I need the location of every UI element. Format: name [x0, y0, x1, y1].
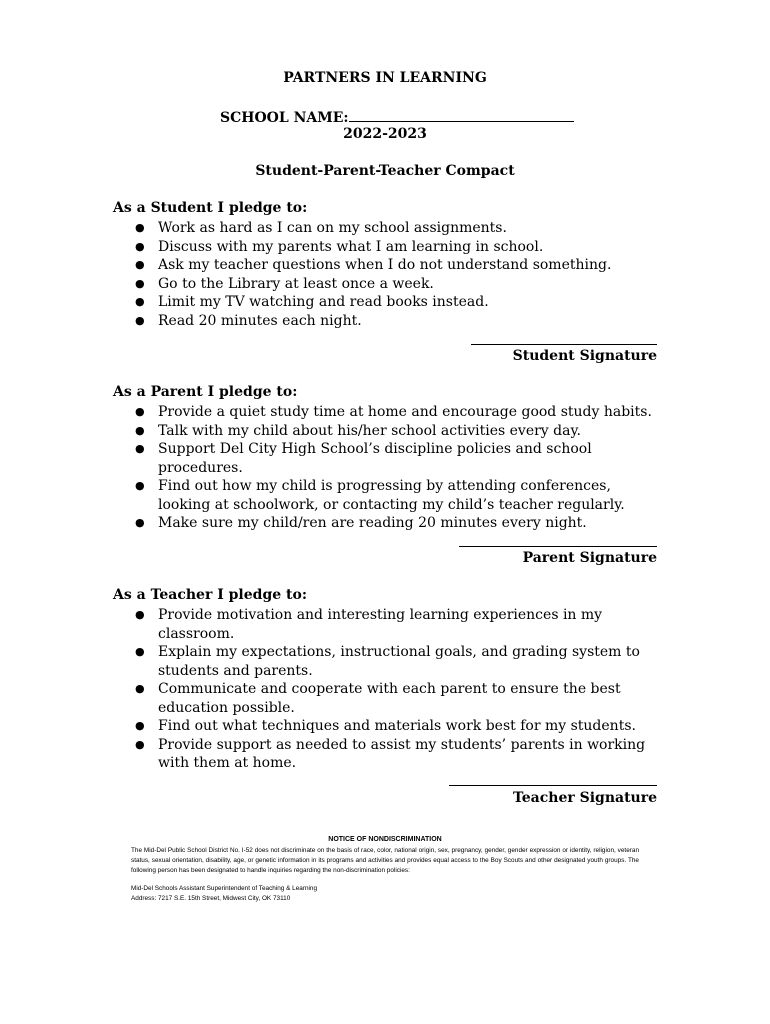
- list-item: ● Work as hard as I can on my school assignments.: [113, 219, 653, 238]
- parent-signature-line: [459, 546, 657, 547]
- list-item: ● Provide a quiet study time at home and encourage good study habits.: [113, 403, 653, 422]
- student-pledge-list: [113, 219, 653, 330]
- list-item: ● Go to the Library at least once a week.: [113, 275, 653, 294]
- document-title: PARTNERS IN LEARNING: [283, 70, 487, 86]
- list-item: ● Explain my expectations, instructional goals, and grading system to students and parents.: [113, 643, 653, 680]
- parent-pledge-list: [113, 403, 653, 533]
- list-item: ● Provide motivation and interesting learning experiences in my classroom.: [113, 606, 653, 643]
- list-item: ● Communicate and cooperate with each parent to ensure the best education possible.: [113, 680, 653, 717]
- parent-heading: As a Parent I pledge to:: [113, 384, 298, 400]
- list-item: ● Make sure my child/ren are reading 20 minutes every night.: [113, 514, 653, 533]
- teacher-signature-line: [449, 785, 657, 786]
- teacher-signature-label: Teacher Signature: [512, 790, 657, 806]
- school-name-label: SCHOOL NAME:: [220, 110, 349, 126]
- notice-body: The Mid-Del Public School District No. I-52 does not discriminate on the basis of race, color, national origin, sex, pregnancy, gender, gender expression or identity, religion, veteran status, sexual orientation, disability, age, or genetic information in its programs and activities and provides equal access to the Boy Scouts and other designated youth groups. The following person has been designated to handle inquiries regarding the non-discrimination policies:: [131, 847, 639, 874]
- school-name-blank: [349, 108, 574, 122]
- list-item: ● Ask my teacher questions when I do not understand something.: [113, 256, 653, 275]
- list-item: ● Talk with my child about his/her school activities every day.: [113, 422, 653, 441]
- compact-title: Student-Parent-Teacher Compact: [255, 163, 515, 179]
- list-item: ● Find out what techniques and materials work best for my students.: [113, 717, 653, 736]
- list-item: ● Support Del City High School’s discipline policies and school procedures.: [113, 440, 653, 477]
- parent-signature-label: Parent Signature: [522, 550, 657, 566]
- contact-address: Address: 7217 S.E. 15th Street, Midwest City, OK 73110: [131, 895, 291, 902]
- list-item: ● Provide support as needed to assist my students’ parents in working with them at home.: [113, 736, 653, 773]
- list-item: ● Discuss with my parents what I am learning in school.: [113, 238, 653, 257]
- list-item: ● Read 20 minutes each night.: [113, 312, 653, 331]
- teacher-heading: As a Teacher I pledge to:: [113, 587, 307, 603]
- student-signature-label: Student Signature: [512, 348, 657, 364]
- school-year: 2022-2023: [343, 126, 427, 142]
- teacher-pledge-list: [113, 606, 653, 773]
- student-signature-line: [471, 344, 657, 345]
- notice-contact: [131, 884, 639, 904]
- list-item: ● Find out how my child is progressing by attending conferences, looking at schoolwork, or contacting my child’s teacher regularly.: [113, 477, 653, 514]
- school-name-field: [220, 108, 574, 126]
- notice-title: NOTICE OF NONDISCRIMINATION: [328, 836, 442, 843]
- student-heading: As a Student I pledge to:: [113, 200, 308, 216]
- list-item: ● Limit my TV watching and read books instead.: [113, 293, 653, 312]
- contact-name: Mid-Del Schools Assistant Superintendent of Teaching & Learning: [131, 885, 318, 892]
